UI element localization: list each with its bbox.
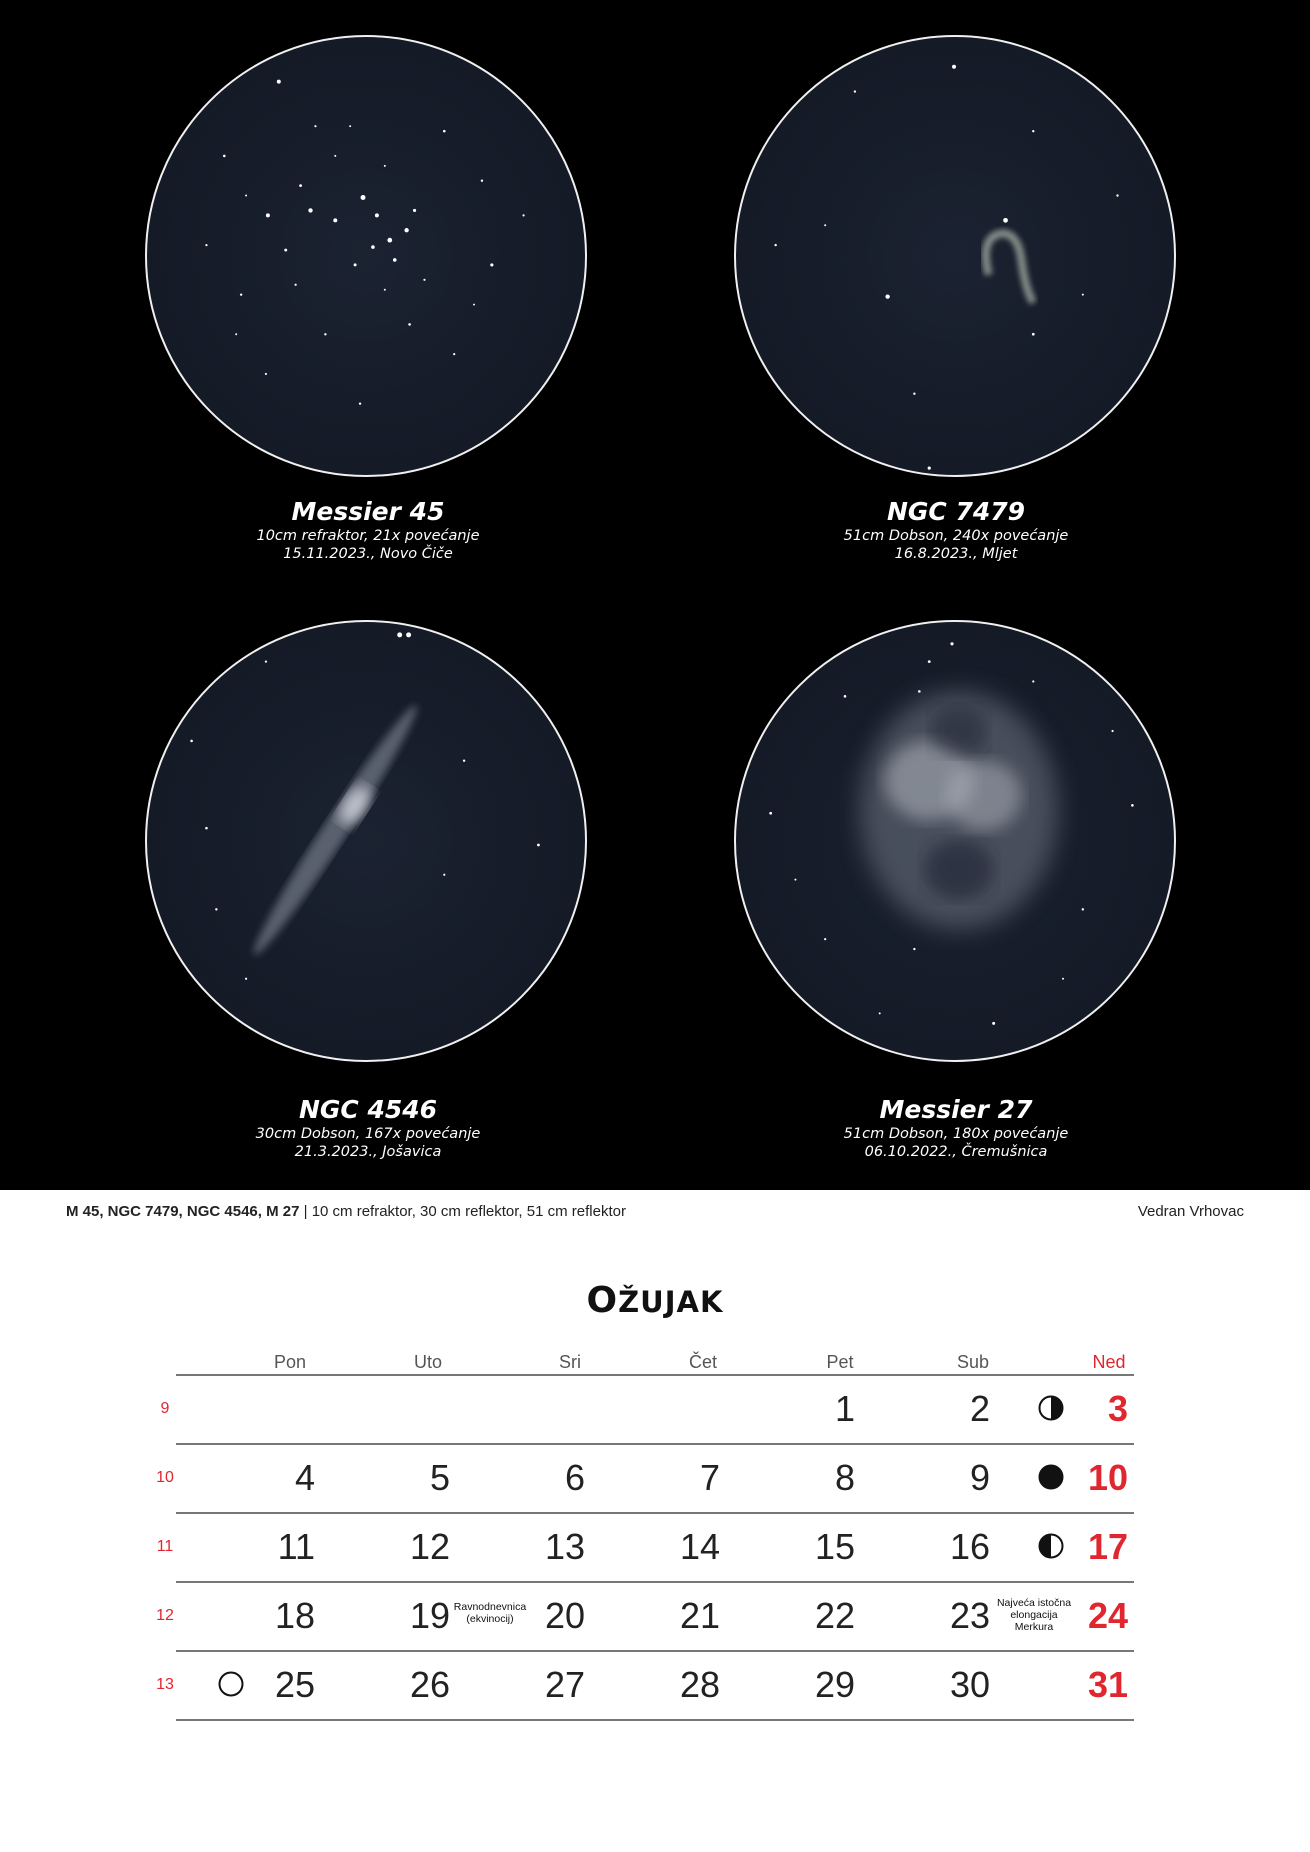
- calendar-date: 23: [949, 1595, 990, 1636]
- sketch-date-place: 06.10.2022., Čremušnica: [864, 1144, 1048, 1160]
- month-title: [0, 1280, 1310, 1321]
- calendar-date: 29: [814, 1664, 855, 1705]
- row-divider: [176, 1443, 1134, 1445]
- caption-ngc-4546: [148, 1095, 588, 1161]
- calendar-date: 16: [949, 1526, 990, 1567]
- calendar-date: 7: [699, 1457, 720, 1498]
- calendar-date: 31: [1087, 1664, 1128, 1705]
- weekday-header: Čet: [688, 1352, 717, 1372]
- month-title-first: OŽUJAK: [586, 1280, 724, 1321]
- sketch-date-place: 15.11.2023., Novo Čiče: [283, 546, 453, 562]
- calendar-date: 21: [679, 1595, 720, 1636]
- sketch-instrument: 51cm Dobson, 180x povećanje: [843, 1126, 1069, 1142]
- calendar-date: 28: [679, 1664, 720, 1705]
- week-number: 13: [156, 1676, 174, 1693]
- week-number: 12: [156, 1607, 174, 1624]
- row-divider: [176, 1374, 1134, 1376]
- calendar-date: 11: [277, 1526, 315, 1567]
- calendar-date: 15: [814, 1526, 855, 1567]
- caption-messier-45: [148, 497, 588, 563]
- sketch-messier-45: [145, 35, 587, 477]
- calendar-date: 4: [294, 1457, 315, 1498]
- calendar-date: 5: [429, 1457, 450, 1498]
- row-divider: [176, 1581, 1134, 1583]
- sketch-date-place: 16.8.2023., Mljet: [894, 546, 1018, 562]
- equinox-note: Ravnodnevnica (ekvinocij): [453, 1601, 527, 1625]
- calendar-date: 9: [969, 1457, 990, 1498]
- last-quarter-icon: [1038, 1395, 1064, 1421]
- credit-objects: M 45, NGC 7479, NGC 4546, M 27: [66, 1203, 300, 1220]
- sketch-title: Messier 27: [879, 1095, 1033, 1124]
- full-moon-icon: [218, 1671, 244, 1697]
- row-divider: [176, 1650, 1134, 1652]
- weekday-header: Sri: [559, 1352, 581, 1372]
- caption-ngc-7479: [736, 497, 1176, 563]
- sketch-messier-27: [734, 620, 1176, 1062]
- weekday-header: Sub: [956, 1352, 990, 1372]
- calendar-date: 30: [949, 1664, 990, 1705]
- sketch-date-place: 21.3.2023., Jošavica: [294, 1144, 442, 1160]
- sketch-ngc-7479: [734, 35, 1176, 477]
- calendar-date: 1: [834, 1388, 855, 1429]
- calendar-date: 10: [1087, 1457, 1128, 1498]
- calendar-date: 8: [834, 1457, 855, 1498]
- calendar-date: 19: [409, 1595, 450, 1636]
- calendar-date: 25: [274, 1664, 315, 1705]
- week-number: 11: [156, 1538, 174, 1555]
- week-number: 9: [160, 1400, 170, 1417]
- week-number: 10: [156, 1469, 174, 1486]
- first-quarter-icon: [1038, 1533, 1064, 1559]
- row-divider: [176, 1512, 1134, 1514]
- calendar-date: 20: [544, 1595, 585, 1636]
- sketch-instrument: 51cm Dobson, 240x povećanje: [843, 528, 1069, 544]
- calendar-date: 17: [1087, 1526, 1128, 1567]
- calendar-date: 6: [564, 1457, 585, 1498]
- calendar-date: 14: [679, 1526, 720, 1567]
- calendar-date: 3: [1107, 1388, 1128, 1429]
- calendar-date: 12: [409, 1526, 450, 1567]
- weekday-header: Pet: [826, 1352, 854, 1372]
- caption-messier-27: [736, 1095, 1176, 1161]
- calendar-date: 22: [814, 1595, 855, 1636]
- photo-credit: [66, 1203, 626, 1220]
- new-moon-icon: [1038, 1464, 1064, 1490]
- calendar-date: 13: [544, 1526, 585, 1567]
- calendar-date: 26: [409, 1664, 450, 1705]
- sketch-instrument: 10cm refraktor, 21x povećanje: [256, 528, 480, 544]
- row-divider: [176, 1719, 1134, 1721]
- weekday-header: Ned: [1092, 1352, 1126, 1372]
- sketch-title: NGC 4546: [298, 1095, 438, 1124]
- weekday-header: Pon: [273, 1352, 307, 1372]
- sketch-ngc-4546: [145, 620, 587, 1062]
- credit-author: Vedran Vrhovac: [1137, 1203, 1244, 1220]
- calendar-date: 2: [969, 1388, 990, 1429]
- sketch-title: Messier 45: [291, 497, 445, 526]
- calendar-date: 27: [544, 1664, 585, 1705]
- credit-instruments: 10 cm refraktor, 30 cm reflektor, 51 cm reflektor: [311, 1203, 626, 1220]
- calendar-date: 24: [1087, 1595, 1128, 1636]
- sketch-instrument: 30cm Dobson, 167x povećanje: [255, 1126, 481, 1142]
- calendar-date: 18: [274, 1595, 315, 1636]
- mercury-elongation-note: Najveća istočna elongacija Merkura: [996, 1597, 1072, 1633]
- sketch-title: NGC 7479: [886, 497, 1026, 526]
- weekday-header: Uto: [413, 1352, 442, 1372]
- credit-separator: |: [303, 1203, 312, 1220]
